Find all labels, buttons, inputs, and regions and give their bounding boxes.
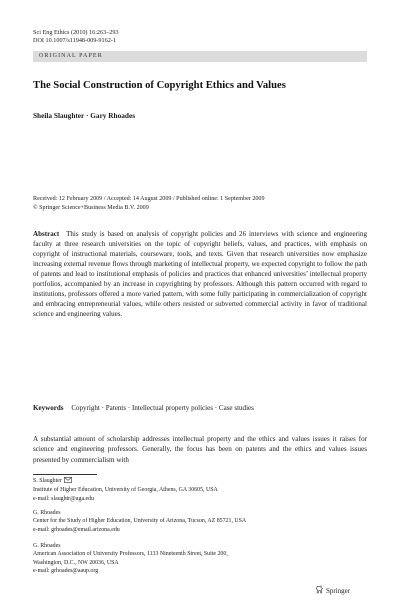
footnote-rule <box>33 474 97 475</box>
affiliation-email[interactable]: e-mail: grhoades@email.arizona.edu <box>33 526 120 533</box>
abstract <box>33 229 367 319</box>
affiliation-email[interactable]: e-mail: slaughtr@uga.edu <box>33 495 95 502</box>
publisher-logo <box>315 585 350 596</box>
journal-meta <box>33 29 119 45</box>
affiliation-email[interactable]: e-mail: grhoades@aaup.org <box>33 567 99 574</box>
keywords <box>33 404 367 412</box>
affiliation-3 <box>33 542 367 575</box>
affiliation-institution: American Association of University Professors, 1133 Nineteenth Street, Suite 200, <box>33 551 228 558</box>
paper-type-bar <box>33 51 367 62</box>
abstract-heading: Abstract <box>33 230 60 238</box>
affiliation-institution: Institute of Higher Education, University of Georgia, Athens, GA 30605, USA <box>33 487 218 494</box>
affiliation-name: G. Rhoades <box>33 543 61 549</box>
intro-paragraph: A substantial amount of scholarship addresses intellectual property and the ethics and values issues it raises for science and engineering professors. Generally, the focus has been on patents and the ethics and values issues presented by commercialism with <box>33 435 367 464</box>
copyright-line: © Springer Science+Business Media B.V. 2009 <box>33 204 149 211</box>
affiliation-2 <box>33 509 367 534</box>
abstract-text: This study is based on analysis of copyright policies and 26 interviews with science and engineering faculty at three research universities on the topic of copyright beliefs, values, and practices, with emphasis on copyright of instructional materials, courseware, tools, and texts. Given that research universities now emphasize increasing external revenue flows through marketing of intellectual property, we expected copyright to follow the path of patents and lead to institutional emphasis of policies and practices that enhanced universities’ intellectual property portfolios, accompanied by an increase in copyrighting by professors. Although this pattern occurred with regard to institutions, professors offered a more varied pattern, with some fully participating in commercialization of copyright and embracing entrepreneurial values, while others resisted or subverted commercial activity in favor of traditional science and engineering values. <box>33 230 367 318</box>
paper-type-label: ORIGINAL PAPER <box>39 52 103 59</box>
envelope-icon <box>64 477 72 486</box>
date-history: Received: 12 February 2009 / Accepted: 14 August 2009 / Published online: 1 September 2009 <box>33 196 265 202</box>
publication-dates <box>33 195 367 212</box>
affiliation-name: S. Slaughter <box>33 478 62 484</box>
affiliation-1 <box>33 477 367 503</box>
publisher-name: Springer <box>326 587 351 595</box>
keywords-heading: Keywords <box>33 404 64 412</box>
springer-horse-icon <box>315 585 324 596</box>
affiliation-institution-2: Washington, D.C., NW 20036, USA <box>33 559 119 566</box>
affiliation-institution: Center for the Study of Higher Education, University of Arizona, Tucson, AZ 85721, USA <box>33 518 247 525</box>
article-title: The Social Construction of Copyright Ethics and Values <box>33 80 286 91</box>
keywords-text: Copyright · Patents · Intellectual property policies · Case studies <box>71 404 254 412</box>
journal-citation: Sci Eng Ethics (2010) 16:263–293 <box>33 29 119 36</box>
author-list: Sheila Slaughter · Gary Rhoades <box>33 111 136 120</box>
journal-doi[interactable]: DOI 10.1007/s11948-009-9162-1 <box>33 37 116 45</box>
affiliation-name: G. Rhoades <box>33 510 61 516</box>
